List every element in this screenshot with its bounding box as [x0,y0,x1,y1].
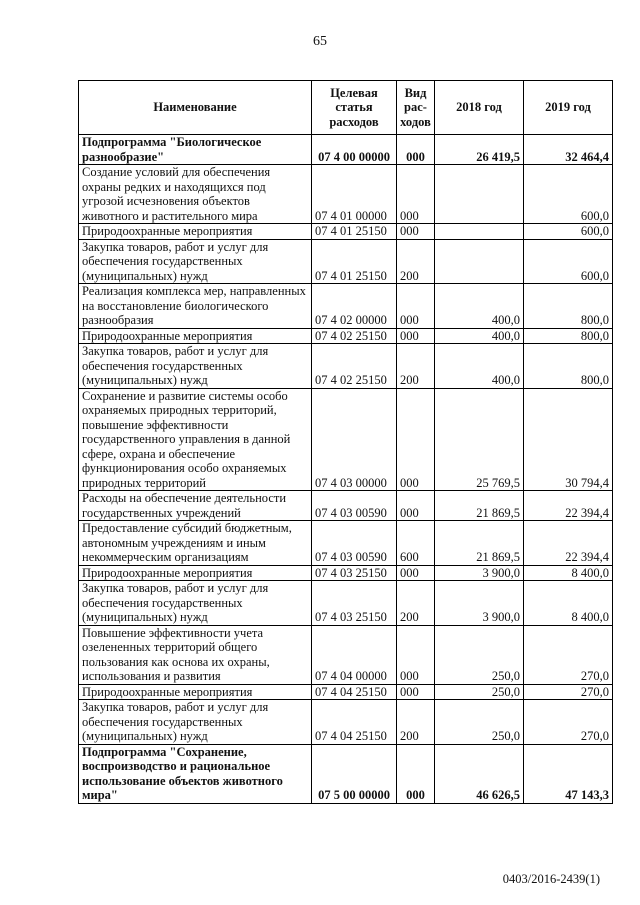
table-row [79,239,613,284]
cell-2019: 600,0 [524,224,613,240]
cell-2019: 600,0 [524,239,613,284]
cell-2019: 22 394,4 [524,491,613,521]
cell-name: Расходы на обеспечение деятельности государственных учреждений [79,491,312,521]
cell-2018: 400,0 [435,328,524,344]
cell-name: Закупка товаров, работ и услуг для обеспечения государственных (муниципальных) нужд [79,581,312,626]
cell-name: Предоставление субсидий бюджетным, автономным учреждениям и иным некоммерческим организациям [79,521,312,566]
table-row [79,700,613,745]
page-number: 65 [313,34,327,49]
cell-2018 [435,165,524,224]
table-row [79,581,613,626]
cell-code: 07 4 03 00590 [312,491,397,521]
table-row [79,625,613,684]
header-type: Вид рас- ходов [397,81,435,135]
header-name: Наименование [79,81,312,135]
cell-name: Реализация комплекса мер, направленных на восстановление биологического разнообразия [79,284,312,329]
cell-type: 200 [397,700,435,745]
cell-2019: 800,0 [524,284,613,329]
cell-2018: 250,0 [435,684,524,700]
table-header-row [79,81,613,135]
cell-2019: 270,0 [524,684,613,700]
cell-2019: 30 794,4 [524,388,613,491]
table-row [79,328,613,344]
cell-2019: 600,0 [524,165,613,224]
cell-code: 07 4 02 25150 [312,344,397,389]
cell-type: 000 [397,224,435,240]
cell-2018: 21 869,5 [435,521,524,566]
cell-2019: 22 394,4 [524,521,613,566]
cell-code: 07 4 04 25150 [312,684,397,700]
table-row [79,165,613,224]
cell-name: Природоохранные мероприятия [79,565,312,581]
cell-type: 000 [397,684,435,700]
cell-2018: 21 869,5 [435,491,524,521]
cell-code: 07 4 01 00000 [312,165,397,224]
cell-2018: 250,0 [435,625,524,684]
cell-2018: 400,0 [435,344,524,389]
cell-2019: 32 464,4 [524,135,613,165]
cell-2018: 400,0 [435,284,524,329]
table-row [79,684,613,700]
cell-code: 07 4 03 00590 [312,521,397,566]
cell-code: 07 4 00 00000 [312,135,397,165]
cell-code: 07 4 01 25150 [312,239,397,284]
table-row [79,744,613,803]
cell-name: Подпрограмма "Биологическое разнообразие" [79,135,312,165]
cell-name: Повышение эффективности учета озелененных территорий общего пользования как основа их охраны, использования и развития [79,625,312,684]
cell-name: Создание условий для обеспечения охраны редких и находящихся под угрозой исчезновения объектов животного и растительного мира [79,165,312,224]
cell-type: 200 [397,344,435,389]
cell-type: 000 [397,744,435,803]
cell-name: Закупка товаров, работ и услуг для обеспечения государственных (муниципальных) нужд [79,344,312,389]
cell-2019: 270,0 [524,625,613,684]
cell-name: Сохранение и развитие системы особо охраняемых природных территорий, повышение эффективности государственного управления в данной сфере, охрана и обеспечение функционирования особо охраняемых природных территорий [79,388,312,491]
cell-name: Природоохранные мероприятия [79,328,312,344]
table-row [79,388,613,491]
cell-code: 07 4 03 00000 [312,388,397,491]
cell-2019: 800,0 [524,344,613,389]
document-code: 0403/2016-2439(1) [502,872,600,886]
cell-2019: 8 400,0 [524,565,613,581]
cell-name: Закупка товаров, работ и услуг для обеспечения государственных (муниципальных) нужд [79,700,312,745]
table-body [79,135,613,804]
cell-type: 000 [397,388,435,491]
header-code: Целевая статья расходов [312,81,397,135]
cell-name: Закупка товаров, работ и услуг для обеспечения государственных (муниципальных) нужд [79,239,312,284]
cell-2018 [435,239,524,284]
cell-code: 07 5 00 00000 [312,744,397,803]
table-row [79,344,613,389]
cell-type: 000 [397,565,435,581]
cell-code: 07 4 04 00000 [312,625,397,684]
cell-2019: 8 400,0 [524,581,613,626]
cell-2019: 800,0 [524,328,613,344]
cell-code: 07 4 02 00000 [312,284,397,329]
budget-table [78,80,613,804]
cell-2018 [435,224,524,240]
cell-name: Природоохранные мероприятия [79,684,312,700]
cell-code: 07 4 04 25150 [312,700,397,745]
cell-2018: 250,0 [435,700,524,745]
table-row [79,284,613,329]
table-row [79,521,613,566]
cell-name: Подпрограмма "Сохранение, воспроизводство и рациональное использование объектов животного мира" [79,744,312,803]
cell-2018: 26 419,5 [435,135,524,165]
cell-code: 07 4 02 25150 [312,328,397,344]
cell-type: 200 [397,239,435,284]
cell-name: Природоохранные мероприятия [79,224,312,240]
cell-code: 07 4 03 25150 [312,581,397,626]
cell-type: 000 [397,328,435,344]
cell-code: 07 4 03 25150 [312,565,397,581]
cell-2018: 3 900,0 [435,581,524,626]
cell-type: 000 [397,625,435,684]
cell-code: 07 4 01 25150 [312,224,397,240]
cell-2018: 46 626,5 [435,744,524,803]
cell-2019: 270,0 [524,700,613,745]
table-row [79,491,613,521]
header-2018: 2018 год [435,81,524,135]
table-row [79,224,613,240]
cell-type: 600 [397,521,435,566]
header-2019: 2019 год [524,81,613,135]
cell-type: 200 [397,581,435,626]
cell-type: 000 [397,491,435,521]
table-row [79,565,613,581]
cell-2018: 3 900,0 [435,565,524,581]
table-row [79,135,613,165]
cell-2019: 47 143,3 [524,744,613,803]
cell-2018: 25 769,5 [435,388,524,491]
cell-type: 000 [397,165,435,224]
cell-type: 000 [397,284,435,329]
cell-type: 000 [397,135,435,165]
